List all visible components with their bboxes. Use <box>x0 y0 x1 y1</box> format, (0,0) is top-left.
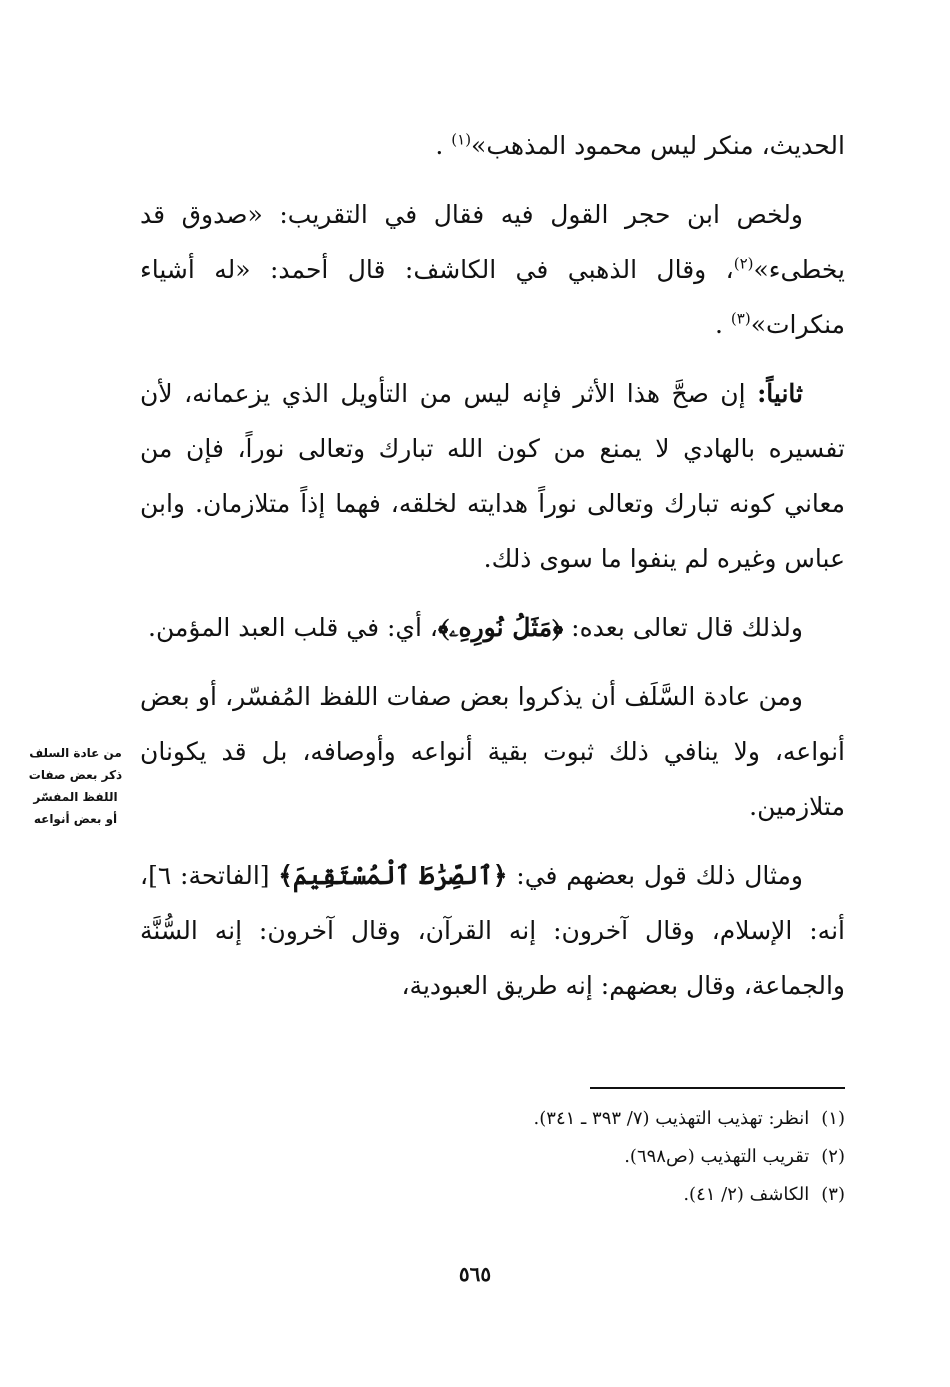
paragraph-1-text: الحديث، منكر ليس محمود المذهب» <box>471 131 845 160</box>
paragraph-4-text-a: ولذلك قال تعالى بعده: <box>563 613 803 642</box>
paragraph-6 <box>140 848 845 1013</box>
main-text-body <box>140 118 845 1013</box>
paragraph-1 <box>140 118 845 173</box>
quran-verse-1: ﴿مَثَلُ نُورِهِۦ﴾ <box>437 613 564 642</box>
paragraph-4 <box>140 600 845 655</box>
footnote-2-text: تقريب التهذيب (ص٦٩٨). <box>624 1146 810 1167</box>
paragraph-6-text-b: [الفاتحة: ٦]، أنه: الإسلام، وقال آخرون: إنه القرآن، وقال آخرون: إنه السُّنَّة والجماعة، وقال بعضهم: إنه طريق العبودية، <box>140 861 845 1000</box>
paragraph-4-text-b: ، أي: في قلب العبد المؤمن. <box>148 613 438 642</box>
paragraph-5 <box>140 669 845 834</box>
page-number: ٥٦٥ <box>458 1262 492 1286</box>
paragraph-3 <box>140 366 845 586</box>
footnote-divider <box>590 1087 845 1089</box>
footnote-2-number: (٢) <box>821 1146 845 1167</box>
footnote-2 <box>140 1138 845 1176</box>
paragraph-3-text: إن صحَّ هذا الأثر فإنه ليس من التأويل الذي يزعمانه، لأن تفسيره بالهادي لا يمنع من كون الله تبارك وتعالى نوراً، فإن من معاني كونه تبارك وتعالى نوراً هدايته لخلقه، فهما إذاً متلازمان. وابن عباس وغيره لم ينفوا ما سوى ذلك. <box>140 379 845 573</box>
footnote-ref-2: (٢) <box>733 254 754 273</box>
quran-verse-2: ﴿ٱلصِّرَٰطَ ٱلْمُسْتَقِيمَ﴾ <box>278 861 508 890</box>
margin-note <box>18 742 133 830</box>
footnote-1-number: (١) <box>821 1108 845 1129</box>
footnote-ref-1: (١) <box>451 130 472 149</box>
paragraph-5-text: ومن عادة السَّلَف أن يذكروا بعض صفات اللفظ المُفسّر، أو بعض أنواعه، ولا ينافي ذلك ثبوت بقية أنواعه وأوصافه، بل قد يكونان متلازمين. <box>140 682 845 821</box>
paragraph-2 <box>140 187 845 352</box>
margin-note-line-4: أو بعض أنواعه <box>33 812 118 826</box>
footnote-ref-3: (٣) <box>730 309 751 328</box>
paragraph-3-lead: ثانياً: <box>757 379 803 408</box>
margin-note-line-1: من عادة السلف <box>29 746 122 760</box>
footnotes-section <box>140 1100 845 1214</box>
paragraph-2-text-a: ولخص ابن حجر القول فيه فقال في التقريب: «صدوق قد يخطىء» <box>140 200 845 284</box>
footnote-1 <box>140 1100 845 1138</box>
paragraph-2-end: . <box>715 310 723 339</box>
paragraph-6-text-a: ومثال ذلك قول بعضهم في: <box>507 861 803 890</box>
footnote-3-text: الكاشف (٢/ ٤١). <box>683 1184 810 1205</box>
footnote-3-number: (٣) <box>821 1184 845 1205</box>
paragraph-1-end: . <box>435 131 444 160</box>
footnote-3 <box>140 1176 845 1214</box>
paragraph-2-text-b: ، وقال الذهبي في الكاشف: قال أحمد: «له أشياء منكرات» <box>140 255 845 339</box>
margin-note-line-3: اللفظ المفسّر <box>33 790 118 804</box>
margin-note-line-2: ذكر بعض صفات <box>28 768 123 782</box>
footnote-1-text: انظر: تهذيب التهذيب (٧/ ٣٩٣ ـ ٣٤١). <box>533 1108 810 1129</box>
